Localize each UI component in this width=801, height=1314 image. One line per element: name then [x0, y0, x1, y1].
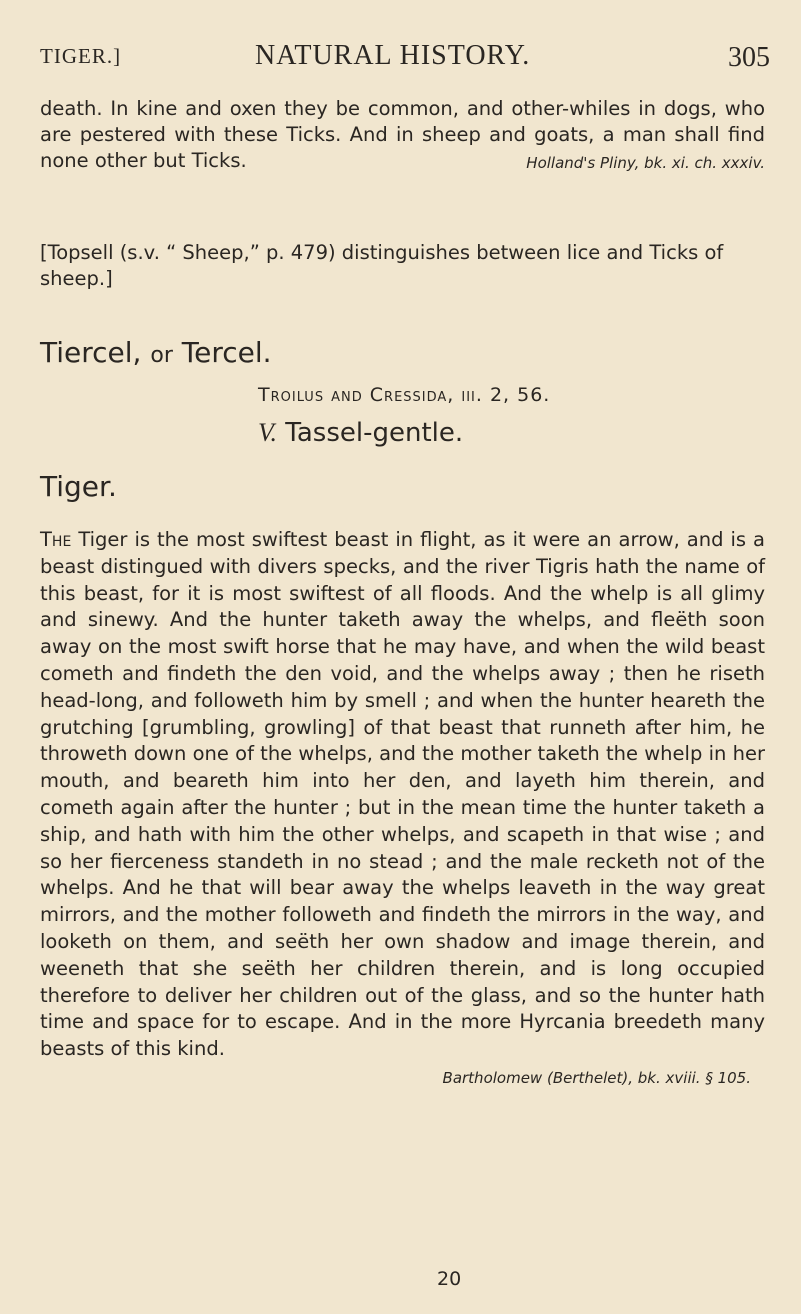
- tiger-lead-word: The: [40, 528, 72, 551]
- variant-text: Tassel-gentle.: [285, 418, 464, 448]
- running-header: [40, 40, 770, 74]
- intro-text: death. In kine and oxen they be common, and other-whiles in dogs, who are pestered with these Ticks. And in sheep and goats, a man shall find none other but Ticks.: [40, 97, 765, 172]
- tiercel-heading-alt: Tercel.: [181, 336, 272, 369]
- tiercel-heading-or: or: [150, 343, 173, 368]
- topsell-note: [Topsell (s.v. “ Sheep,” p. 479) distinguishes between lice and Ticks of sheep.]: [40, 241, 724, 290]
- tiger-text: Tiger is the most swiftest beast in flight, as it were an arrow, and is a beast distingued with divers specks, and the river Tigris hath the name of this beast, for it is most swiftest of all floods. And the whelp is all glimy and sinewy. And the hunter taketh away the whelps, and fleëth soon away on the most swift horse that he may have, and when the wild beast cometh and findeth the den void, and the whelps away ; then he riseth head-long, and followeth him by smell ; and when the hunter heareth the grutching [grumbling, growling] of that beast that runneth after him, he throweth down one of the whelps, and the mother taketh the whelp in her mouth, and beareth him into her den, and layeth him therein, and cometh again after the hunter ; but in the mean time the hunter taketh a ship, and hath with him the other whelps, and scapeth in that wise ; and so her fierceness standeth in no stead ; and the male recketh not of the whelps. And he that will bear away the whelps leaveth in the way great mirrors, and the mother followeth and findeth the mirrors in the way, and looketh on them, and seëth her own shadow and image therein, and weeneth that she seëth her children therein, and is long occupied therefore to deliver her children out of the glass, and so the hunter hath time and space for to escape. And in the more Hyrcania breedeth many beasts of this kind.: [40, 528, 766, 1061]
- tiger-citation: Bartholomew (Berthelet), bk. xviii. § 105.: [442, 1068, 751, 1087]
- tiercel-variant: [258, 418, 463, 448]
- variant-mark: V.: [258, 418, 278, 447]
- tiger-paragraph: [40, 527, 765, 1092]
- header-title: NATURAL HISTORY.: [255, 40, 531, 71]
- tiercel-reference: Troilus and Cressida, iii. 2, 56.: [258, 384, 551, 406]
- header-section: TIGER.]: [40, 44, 122, 68]
- tiger-heading: Tiger.: [40, 470, 117, 503]
- intro-citation: Holland's Pliny, bk. xi. ch. xxxiv.: [526, 154, 765, 172]
- tiercel-heading-main: Tiercel,: [40, 336, 142, 369]
- intro-paragraph: [40, 96, 765, 176]
- tiercel-heading: [40, 336, 272, 369]
- page-number: 305: [728, 42, 770, 73]
- signature-mark: 20: [437, 1268, 462, 1290]
